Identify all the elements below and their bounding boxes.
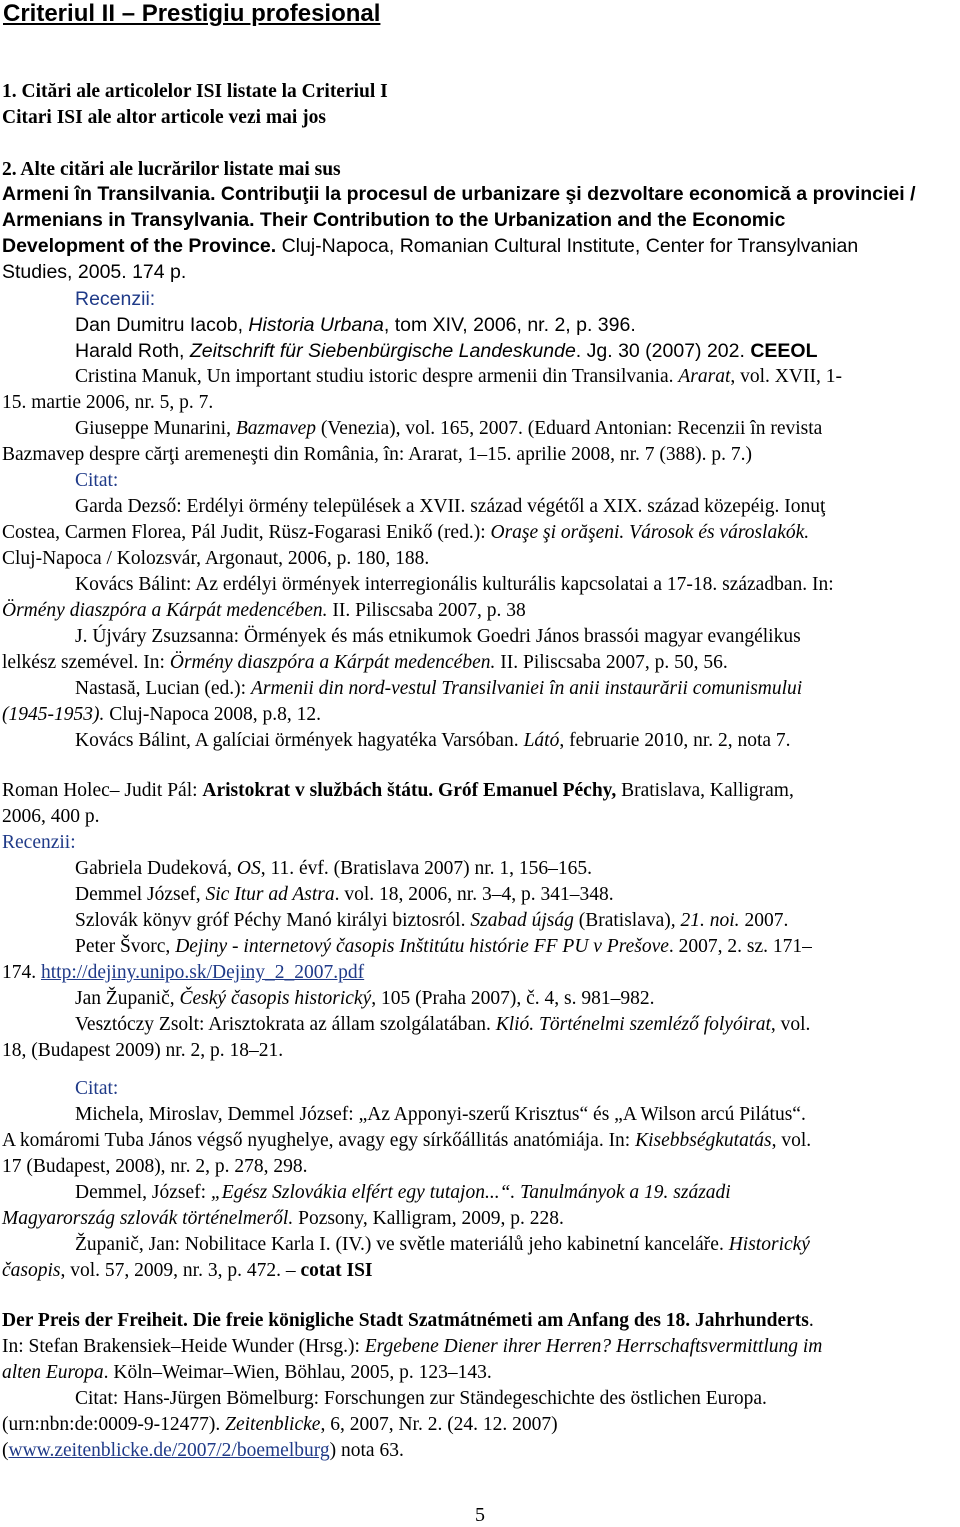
text-segment: Citat:	[75, 1078, 119, 1099]
text-segment: Magyarország szlovák történelmeről.	[2, 1208, 294, 1229]
text-segment: (1945-1953).	[2, 704, 105, 725]
text-segment: Oraşe şi orăşeni. Városok és városlakók.	[490, 522, 810, 543]
text-segment: Szabad újság	[470, 910, 574, 931]
text-segment: Bratislava, Kalligram,	[616, 780, 794, 801]
text-segment: Dejiny - internetový časopis Inštitútu histórie FF PU v Prešove	[175, 936, 669, 957]
text-segment: (urn:nbn:de:0009-9-12477).	[2, 1414, 226, 1435]
text-segment: Klió. Történelmi szemléző folyóirat	[495, 1014, 771, 1035]
text-line	[2, 182, 916, 208]
text-segment: , vol. 57, 2009, nr. 3, p. 472. –	[60, 1260, 301, 1281]
text-line	[2, 1413, 558, 1439]
text-segment: Giuseppe Munarini,	[75, 418, 236, 439]
text-segment: .	[808, 1310, 814, 1331]
text-segment: ) nota 63.	[329, 1440, 404, 1461]
text-segment: Ararat	[678, 366, 731, 387]
text-segment: časopis	[2, 1260, 61, 1281]
text-line	[75, 1181, 731, 1207]
text-line	[2, 391, 213, 417]
text-segment: , 105 (Praha 2007), č. 4, s. 981–982.	[371, 988, 655, 1009]
text-segment: Vesztóczy Zsolt: Arisztokrata az állam szolgálatában.	[75, 1014, 496, 1035]
text-segment: OS	[236, 858, 261, 879]
text-segment: 15. martie 2006, nr. 5, p. 7.	[2, 392, 214, 413]
hyperlink[interactable]: www.zeitenblicke.de/2007/2/boemelburg	[8, 1440, 330, 1461]
text-segment: Citari ISI ale altor articole vezi mai jos	[2, 107, 327, 128]
text-line	[75, 313, 636, 339]
text-segment: , 11. évf. (Bratislava 2007) nr. 1, 156–165.	[260, 858, 593, 879]
text-segment: 2006, 400 p.	[2, 806, 100, 827]
text-segment: (Venezia), vol. 165, 2007. (Eduard Antonian: Recenzii în revista	[316, 418, 823, 439]
text-line	[2, 599, 526, 625]
text-segment: lelkész szemével. In:	[2, 652, 170, 673]
text-segment: (	[2, 1440, 9, 1461]
text-line	[75, 469, 118, 495]
page-title: Criteriul II – Prestigiu profesional	[3, 0, 381, 27]
text-segment: Armenii din nord-vestul Transilvaniei în anii instaurării comunismului	[250, 678, 803, 699]
text-line	[75, 417, 822, 443]
text-segment: Development of the Province.	[2, 235, 277, 257]
text-segment: Zeitenblicke	[225, 1414, 321, 1435]
text-line	[2, 1309, 814, 1335]
text-segment: , vol. XVII, 1-	[730, 366, 842, 387]
text-segment: Citat:	[75, 470, 119, 491]
text-segment: Citat: Hans-Jürgen Bömelburg: Forschungen zur Ständegeschichte des östlichen Europa.	[75, 1388, 767, 1409]
text-segment: 1. Citări ale articolelor ISI listate la Criteriul I	[2, 81, 388, 102]
text-segment: Studies, 2005. 174 p.	[2, 261, 187, 283]
page-number: 5	[475, 1504, 485, 1526]
text-line	[2, 1207, 564, 1233]
text-line	[2, 805, 100, 831]
text-segment: Dan Dumitru Iacob,	[75, 314, 249, 336]
text-segment: In: Stefan Brakensiek–Heide Wunder (Hrsg.):	[2, 1336, 365, 1357]
text-segment: Kovács Bálint, A galíciai örmények hagyatéka Varsóban.	[75, 730, 524, 751]
text-line	[75, 1013, 810, 1039]
text-line	[2, 961, 364, 987]
text-segment: Cluj-Napoca / Kolozsvár, Argonaut, 2006, p. 180, 188.	[2, 548, 430, 569]
text-line	[2, 80, 388, 106]
text-segment: , vol.	[771, 1130, 812, 1151]
text-segment: Jan Županič,	[75, 988, 180, 1009]
text-line	[2, 703, 321, 729]
text-segment: Ergebene Diener ihrer Herren? Herrschaftsvermittlung im	[364, 1336, 823, 1357]
text-line	[2, 831, 76, 857]
text-line	[75, 909, 788, 935]
text-segment: Sic Itur ad Astra	[205, 884, 335, 905]
text-line	[75, 1233, 810, 1259]
text-line	[2, 521, 809, 547]
text-line	[75, 729, 791, 755]
text-line	[75, 339, 818, 365]
text-segment: 2007.	[739, 910, 789, 931]
text-line	[2, 443, 752, 469]
text-line	[2, 234, 858, 260]
text-line	[2, 1155, 307, 1181]
text-line	[2, 547, 429, 573]
text-segment: Historia Urbana	[248, 314, 384, 336]
text-line	[2, 1129, 811, 1155]
text-line	[75, 935, 812, 961]
text-segment: . vol. 18, 2006, nr. 3–4, p. 341–348.	[334, 884, 614, 905]
text-segment: Gabriela Dudeková,	[75, 858, 237, 879]
text-segment: Zeitschrift für Siebenbürgische Landeskunde	[189, 340, 576, 362]
text-line	[2, 260, 186, 286]
text-segment: Bazmavep despre cărţi aremeneşti din România, în: Ararat, 1–15. aprilie 2008, nr. 7 (388). p. 7.)	[2, 444, 752, 465]
text-segment: Harald Roth,	[75, 340, 190, 362]
text-segment: Örmény diaszpóra a Kárpát medencében.	[2, 600, 328, 621]
text-segment: , 21. noi.	[670, 910, 740, 931]
text-segment: Historický	[728, 1234, 810, 1255]
text-segment: Županič, Jan: Nobilitace Karla I. (IV.) ve světle materiálů jeho kabinetní kanceláře.	[75, 1234, 729, 1255]
text-segment: Cluj-Napoca, Romanian Cultural Institute, Center for Transylvanian	[276, 235, 859, 257]
text-segment: „Egész Szlovákia elfért egy tutajon...“. Tanulmányok a 19. századi	[210, 1182, 731, 1203]
text-line	[75, 1077, 118, 1103]
text-line	[2, 1361, 492, 1387]
text-segment: Český časopis historický	[179, 988, 372, 1009]
text-line	[75, 287, 155, 313]
text-segment: Michela, Miroslav, Demmel József: „Az Apponyi-szerű Krisztus“ és „A Wilson arcú Pilátus“.	[75, 1104, 806, 1125]
text-line	[75, 857, 592, 883]
text-segment: Kisebbségkutatás	[635, 1130, 772, 1151]
text-line	[75, 1387, 767, 1413]
text-line	[75, 677, 802, 703]
text-segment: 18, (Budapest 2009) nr. 2, p. 18–21.	[2, 1040, 284, 1061]
text-segment: Pozsony, Kalligram, 2009, p. 228.	[293, 1208, 564, 1229]
text-segment: Cristina Manuk, Un important studiu istoric despre armenii din Transilvania.	[75, 366, 679, 387]
text-segment: Roman Holec– Judit Pál:	[2, 780, 203, 801]
text-segment: Peter Švorc,	[75, 936, 176, 957]
text-line	[2, 779, 794, 805]
text-segment: Aristokrat v službách štátu. Gróf Emanuel Péchy,	[202, 780, 617, 801]
text-segment: Recenzii:	[2, 832, 76, 853]
text-segment: 2. Alte citări ale lucrărilor listate mai sus	[2, 159, 341, 180]
text-line	[75, 883, 614, 909]
text-segment: Armenians in Transylvania. Their Contribution to the Urbanization and the Economic	[2, 209, 786, 231]
text-line	[75, 625, 801, 651]
text-segment: , 6, 2007, Nr. 2. (24. 12. 2007)	[320, 1414, 558, 1435]
text-segment: . Jg. 30 (2007) 202.	[575, 340, 751, 362]
text-segment: Demmel, József:	[75, 1182, 211, 1203]
text-segment: . Köln–Weimar–Wien, Böhlau, 2005, p. 123–143.	[103, 1362, 492, 1383]
text-segment: Garda Dezső: Erdélyi örmény települések a XVII. század végétől a XIX. század közepéig. Ionuţ	[75, 496, 826, 517]
text-segment: Bazmavep	[235, 418, 317, 439]
text-segment: Recenzii:	[75, 288, 156, 310]
text-line	[2, 1335, 822, 1361]
text-segment: Demmel József,	[75, 884, 206, 905]
text-line	[2, 1259, 373, 1285]
text-line	[75, 495, 825, 521]
text-segment: CEEOL	[750, 340, 818, 362]
text-line	[2, 106, 326, 132]
text-segment: Cluj-Napoca 2008, p.8, 12.	[104, 704, 321, 725]
text-line	[75, 573, 834, 599]
text-segment: alten Europa	[2, 1362, 104, 1383]
text-segment: , vol.	[770, 1014, 811, 1035]
hyperlink[interactable]: http://dejiny.unipo.sk/Dejiny_2_2007.pdf	[41, 962, 365, 983]
text-segment: , tom XIV, 2006, nr. 2, p. 396.	[383, 314, 636, 336]
text-segment: Armeni în Transilvania. Contribuţii la procesul de urbanizare şi dezvoltare economică a provinciei /	[2, 183, 916, 205]
text-segment: . 2007, 2. sz. 171–	[668, 936, 812, 957]
text-line	[75, 365, 842, 391]
text-segment: II. Piliscsaba 2007, p. 38	[327, 600, 526, 621]
text-segment: Látó	[523, 730, 560, 751]
text-segment: Der Preis der Freiheit. Die freie königliche Stadt Szatmátnémeti am Anfang des 18. Jahrhunderts	[2, 1310, 809, 1331]
text-segment: Costea, Carmen Florea, Pál Judit, Rüsz-Fogarasi Enikő (red.):	[2, 522, 491, 543]
text-segment: II. Piliscsaba 2007, p. 50, 56.	[495, 652, 728, 673]
text-line	[2, 208, 785, 234]
text-segment: A komáromi Tuba János végső nyughelye, avagy egy sírkőállitás anatómiája. In:	[2, 1130, 636, 1151]
text-segment: Nastasă, Lucian (ed.):	[75, 678, 251, 699]
text-line	[75, 1103, 806, 1129]
text-line	[2, 651, 728, 677]
text-line	[2, 1039, 283, 1065]
text-line	[2, 158, 341, 184]
text-segment: , februarie 2010, nr. 2, nota 7.	[559, 730, 791, 751]
text-segment: 174.	[2, 962, 41, 983]
text-segment: 17 (Budapest, 2008), nr. 2, p. 278, 298.	[2, 1156, 308, 1177]
text-segment: Örmény diaszpóra a Kárpát medencében.	[169, 652, 496, 673]
text-segment: (Bratislava)	[573, 910, 671, 931]
text-line	[2, 1439, 404, 1465]
text-line	[75, 987, 655, 1013]
text-segment: Kovács Bálint: Az erdélyi örmények interregionális kulturális kapcsolatai a 17-18. században. In:	[75, 574, 834, 595]
text-segment: cotat ISI	[300, 1260, 373, 1281]
text-segment: J. Újváry Zsuzsanna: Örmények és más etnikumok Goedri János brassói magyar evangélikus	[75, 626, 801, 647]
text-segment: Szlovák könyv gróf Péchy Manó királyi biztosról.	[75, 910, 471, 931]
